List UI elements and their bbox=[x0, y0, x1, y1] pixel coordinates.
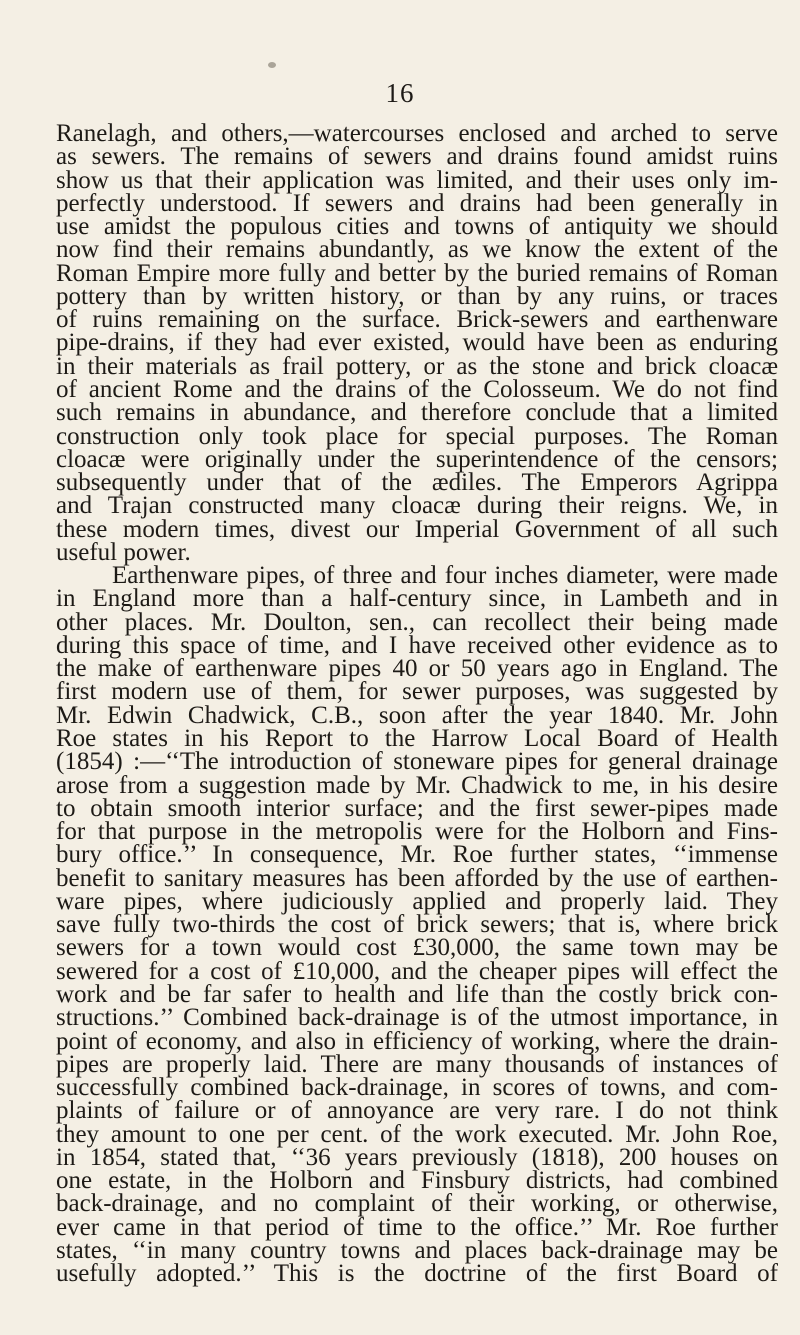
text-line: of ancient Rome and the drains of the Colosseum. We do not find bbox=[56, 375, 778, 403]
text-line: they amount to one per cent. of the work executed. Mr. John Roe, bbox=[56, 1120, 778, 1148]
text-line: first modern use of them, for sewer purposes, was suggested by bbox=[56, 678, 778, 706]
text-line: states, ‘‘in many country towns and places back-drainage may be bbox=[56, 1236, 778, 1264]
text-line: these modern times, divest our Imperial Government of all such bbox=[56, 515, 778, 543]
text-line: sewered for a cost of £10,000, and the cheaper pipes will effect the bbox=[56, 957, 778, 985]
text-line: show us that their application was limited, and their uses only im- bbox=[56, 166, 778, 194]
text-line: Earthenware pipes, of three and four inches diameter, were made bbox=[112, 562, 778, 590]
text-line: perfectly understood. If sewers and drains had been generally in bbox=[56, 189, 778, 217]
text-line: Ranelagh, and others,—watercourses enclosed and arched to serve bbox=[56, 120, 778, 147]
text-line: other places. Mr. Doulton, sen., can recollect their being made bbox=[56, 608, 778, 636]
text-line: to obtain smooth interior surface; and the first sewer-pipes made bbox=[56, 794, 778, 822]
text-line: ever came in that period of time to the office.’’ Mr. Roe further bbox=[56, 1213, 778, 1241]
text-line: cloacæ were originally under the superintendence of the censors; bbox=[56, 445, 778, 473]
text-line: in England more than a half-century since, in Lambeth and in bbox=[56, 585, 778, 613]
text-line: back-drainage, and no complaint of their working, or otherwise, bbox=[56, 1190, 778, 1218]
text-line: Roe states in his Report to the Harrow Local Board of Health bbox=[56, 725, 778, 753]
text-line: work and be far safer to health and life than the costly brick con- bbox=[56, 980, 778, 1008]
text-line: arose from a suggestion made by Mr. Chadwick to me, in his desire bbox=[56, 771, 778, 799]
text-line: in their materials as frail pottery, or as the stone and brick cloacæ bbox=[56, 352, 778, 380]
text-line: pipe-drains, if they had ever existed, would have been as enduring bbox=[56, 329, 778, 357]
text-line: structions.’’ Combined back-drainage is of the utmost importance, in bbox=[56, 1004, 778, 1032]
text-line: sewers for a town would cost £30,000, the same town may be bbox=[56, 934, 778, 962]
text-line: of ruins remaining on the surface. Brick-sewers and earthenware bbox=[56, 306, 778, 334]
text-line: usefully adopted.’’ This is the doctrine of the first Board of bbox=[56, 1260, 778, 1288]
text-line: the make of earthenware pipes 40 or 50 years ago in England. The bbox=[56, 655, 778, 683]
text-line: one estate, in the Holborn and Finsbury districts, had combined bbox=[56, 1167, 778, 1195]
text-line: such remains in abundance, and therefore conclude that a limited bbox=[56, 399, 778, 427]
text-line: and Trajan constructed many cloacæ during their reigns. We, in bbox=[56, 492, 778, 520]
text-line: save fully two-thirds the cost of brick sewers; that is, where brick bbox=[56, 911, 778, 939]
text-line: Mr. Edwin Chadwick, C.B., soon after the year 1840. Mr. John bbox=[56, 701, 778, 729]
text-line: now find their remains abundantly, as we know the extent of the bbox=[56, 236, 778, 264]
text-line: as sewers. The remains of sewers and drains found amidst ruins bbox=[56, 143, 778, 171]
text-line: pottery than by written history, or than by any ruins, or traces bbox=[56, 282, 778, 310]
text-line: useful power. bbox=[56, 538, 191, 566]
page-number: 16 bbox=[385, 78, 415, 108]
text-line: pipes are properly laid. There are many thousands of instances of bbox=[56, 1050, 778, 1078]
text-line: in 1854, stated that, ‘‘36 years previously (1818), 200 houses on bbox=[56, 1143, 778, 1171]
text-line: during this space of time, and I have received other evidence as to bbox=[56, 631, 778, 659]
text-line: point of economy, and also in efficiency of working, where the drain- bbox=[56, 1027, 778, 1055]
ink-speck bbox=[268, 62, 276, 68]
text-line: Roman Empire more fully and better by the buried remains of Roman bbox=[56, 259, 778, 287]
text-line: ware pipes, where judiciously applied and properly laid. They bbox=[56, 887, 778, 915]
text-line: benefit to sanitary measures has been afforded by the use of earthen- bbox=[56, 864, 778, 892]
text-line: bury office.’’ In consequence, Mr. Roe further states, ‘‘immense bbox=[56, 841, 778, 869]
text-line: successfully combined back-drainage, in scores of towns, and com- bbox=[56, 1074, 778, 1102]
text-line: subsequently under that of the ædiles. The Emperors Agrippa bbox=[56, 469, 778, 497]
text-line: for that purpose in the metropolis were for the Holborn and Fins- bbox=[56, 818, 778, 846]
text-line: plaints of failure or of annoyance are very rare. I do not think bbox=[56, 1097, 778, 1125]
text-line: construction only took place for special purposes. The Roman bbox=[56, 422, 778, 450]
text-line: (1854) :—‘‘The introduction of stoneware pipes for general drainage bbox=[56, 748, 778, 776]
text-line: use amidst the populous cities and towns of antiquity we should bbox=[56, 213, 778, 241]
